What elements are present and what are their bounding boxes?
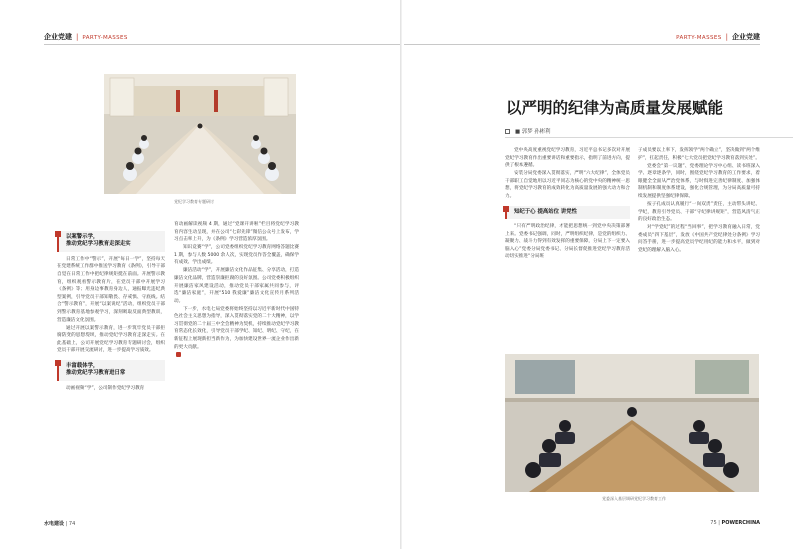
left-page-header: 企业党建 | PARTY-MASSES: [44, 33, 128, 41]
left-column-2: [174, 221, 299, 516]
right-page-header: PARTY-MASSES | 企业党建: [676, 33, 760, 41]
footer-page-number: 74: [68, 521, 76, 527]
heading-marker-icon: [55, 360, 61, 366]
paragraph: 动画视频“学”，公司制作党纪学习教育: [66, 385, 145, 391]
paragraph: 对“学党纪”的过程“当回事”，把学习教育融入日常，党委成员“四下基层”，发放《中国共产党纪律处分条例》学习问答手册，进一步提高党员学纪用纪的能力和水平，做到对党纪的理解入脑入心。: [638, 225, 760, 253]
header-rule: [44, 44, 400, 45]
paragraph: 党委会“第一议题”、党委理论学习中心组、读书班深入学、逐章逐条学，同时，围绕党纪学习教育的工作要求，着眼健全全面从严治党体系，与时俱进完善纪律制度、加强体制机制和制度体系建设，强化合规管理，为分局高质量可持续发展提供坚强纪律保障。: [638, 163, 760, 199]
footer-page-number: 75: [710, 520, 717, 526]
header-section-title: 企业党建: [44, 33, 72, 41]
meeting-photo-2-illustration: [505, 354, 759, 492]
paragraph: 按子孔成员认真履行“一岗双责”责任，主动带头讲纪、学纪，教育引导党员、干部“守纪律讲规矩”，营造风清气正的良好政治生态。: [638, 201, 760, 223]
section-heading: 以案警示学， 推动党纪学习教育走深走实: [57, 231, 165, 252]
paragraph: 通过开展以案警示教育，进一步筑牢党员干部拒腐防变的思想堤坝，推动党纪学习教育走深走实。在此基础上，公司开展党纪学习教育专题研讨会，组织党员干部开展交流研讨，进一步提高学习质效。: [57, 325, 165, 354]
paragraph: 子成员要以上率下，发挥领学“两个确立”，坚决做到“两个维护”，扛起责任，积极“七大党员把党纪学习教育落到实处”。: [638, 148, 760, 161]
left-page-footer: 水电建设 | 74: [44, 521, 76, 527]
author-rule: [505, 137, 793, 138]
header-rule: [404, 44, 760, 45]
paragraph: 育动画解读视频 4 期，通过“党课开讲啦”栏目将党纪学习教育内容生动呈现，并在公司“七彩先锋”微信公众号上发布，学习点击率上升，为《条例》学习营造浓厚氛围。: [174, 222, 299, 243]
photo-caption-2: 党委深入基层调研党纪学习教育工作: [602, 496, 666, 501]
paragraph: 下一步，水电七局党委将始终坚持以习近平新时代中国特色社会主义思想为指导，深入贯彻落实党的二十大精神，以学习贯彻党的二十届三中全会精神为契机，持续推动党纪学习教育常态化长效化，引导党员干部学纪、知纪、明纪、守纪，在新征程上展现新担当新作为，为加快建设世界一流企业作出新的更大贡献。: [174, 306, 299, 350]
article-author: ■ 郭梦 孙彬利: [505, 127, 550, 135]
photo-caption: 党纪学习教育专题研讨: [174, 199, 214, 204]
meeting-photo-2: [505, 354, 759, 492]
paragraph: 安装分局党委深入贯彻落实，严明“六大纪律”，全体党员干部职工自觉地用以习近平同志为核心的党中央的精神统一思想，将党纪学习教育的成效转化为高质量发展的强大动力和合力。: [505, 171, 630, 199]
paragraph: 知识竞赛“学”，公司党委组织党纪学习教育网络答题比赛 1 期，参与人数 5000 余人次，实现党员作答全覆盖，确保学有成效、学出成绩。: [174, 245, 299, 266]
left-column-1: [57, 226, 165, 516]
paragraph: “只有严明政治纪律，才能把思想统一到党中央决策部署上来。党委书记强调，同时，严明组织纪律，是党的组织力、凝聚力、战斗力得到有效发挥的重要保障，分局上下一定要入脑入心”党委分局党委书记、分局长督促推进党纪学习教育活动切实推进“分局班: [505, 223, 630, 260]
right-column-2: [638, 147, 760, 352]
header-section-en: PARTY-MASSES: [676, 35, 722, 41]
footer-brand: 水电建设: [44, 521, 65, 527]
meeting-photo: [104, 74, 296, 194]
author-marker-icon: [505, 129, 510, 134]
right-column-1: [505, 147, 630, 352]
heading-marker-icon: [503, 206, 509, 212]
paragraph: 廉洁活动“学”，开展廉洁文化作品征集、分享活动，打造廉洁文化品牌，营造崇廉拒腐的良好氛围。公司党委积极组织开展廉洁家风建设活动，推动党员干部家属共同参与，评选“廉洁家庭”，开展“510 我爱廉”廉洁文化宣传月系列活动。: [174, 268, 299, 304]
section-heading: 知纪于心 提高站位 讲党性: [505, 206, 630, 219]
footer-brand: POWERCHINA: [721, 520, 760, 526]
article-end-icon: [176, 352, 181, 357]
header-section-en: PARTY-MASSES: [82, 35, 128, 41]
heading-marker-icon: [55, 231, 61, 237]
header-section-title: 企业党建: [732, 33, 760, 41]
paragraph: 党中央高度重视党纪学习教育，习近平总书记多次对开展党纪学习教育作出重要讲话和重要指示，指明了前进方向，提供了根本遵循。: [505, 148, 630, 169]
paragraph: 日常工作中“警示”，开展“每日一学”，坚持每天在党建系统工作群中推送学习教育《条例》，引导干部自觉在日常工作中把纪律规矩挺在前面。开展警示教育，组织观看警示教育片，在党员干部中开展学习《条例》等；用身边事教育身边人，通报曝光违纪典型案例，引导党员干部知敬畏、存戒惧、守底线。结合“警示教育”，开展“以案说纪”活动，组织党员干部到警示教育基地参观学习，深刻吸取反面典型教训，营造廉洁文化氛围。: [57, 256, 165, 323]
right-page: [402, 0, 804, 549]
right-page-footer: 75 | POWERCHINA: [710, 520, 760, 526]
section-heading: 丰富载体学， 推动党纪学习教育进日常: [57, 360, 165, 381]
article-title: 以严明的纪律为高质量发展赋能: [506, 99, 724, 117]
meeting-photo-illustration: [104, 74, 296, 194]
